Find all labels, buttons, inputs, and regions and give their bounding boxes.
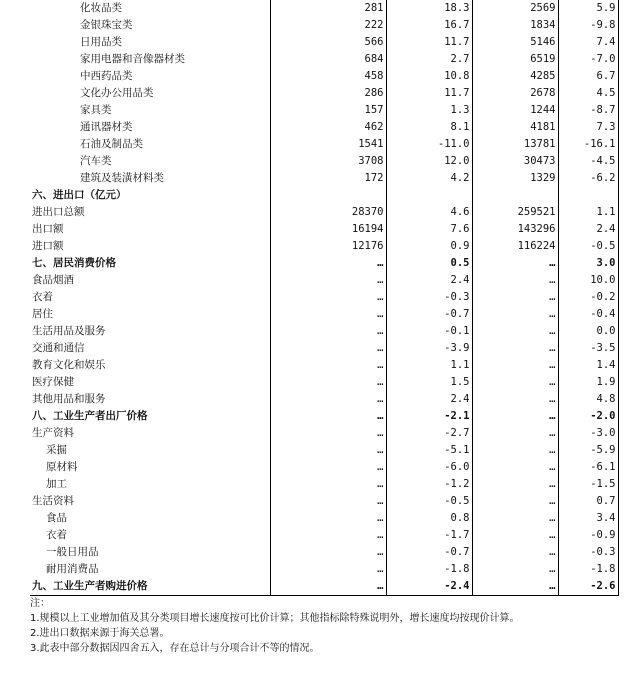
cell-v2: 12.0 [386,153,472,170]
cell-v1: 458 [270,68,386,85]
cell-v2: 11.7 [386,34,472,51]
cell-v4: 4.5 [558,85,618,102]
cell-v3: 13781 [472,136,558,153]
cell-v3: … [472,527,558,544]
cell-v3: … [472,442,558,459]
cell-v4: 7.4 [558,34,618,51]
table-row [30,510,618,527]
row-label: 耐用消费品 [46,563,99,575]
cell-v2: 1.3 [386,102,472,119]
cell-v3: … [472,391,558,408]
table-notes [30,596,630,656]
cell-v2: 11.7 [386,85,472,102]
cell-v1: … [270,425,386,442]
cell-v2 [386,187,472,204]
cell-v4: 3.4 [558,510,618,527]
cell-v3: … [472,272,558,289]
cell-v2: -2.4 [386,578,472,596]
cell-v2: 2.7 [386,51,472,68]
cell-v4: -6.2 [558,170,618,187]
cell-v4: 0.7 [558,493,618,510]
cell-v4: -3.5 [558,340,618,357]
cell-v4: 5.9 [558,0,618,17]
cell-v1: … [270,306,386,323]
cell-v2: 16.7 [386,17,472,34]
cell-v3: 143296 [472,221,558,238]
cell-v1: 462 [270,119,386,136]
row-label: 医疗保健 [32,376,74,388]
cell-v2: -0.7 [386,544,472,561]
cell-v3: … [472,425,558,442]
cell-v2: -5.1 [386,442,472,459]
cell-v2: -6.0 [386,459,472,476]
row-label: 食品 [46,512,67,524]
cell-v4: 1.4 [558,357,618,374]
cell-v4: -0.9 [558,527,618,544]
cell-v4: -4.5 [558,153,618,170]
cell-v1: … [270,408,386,425]
cell-v2: -1.8 [386,561,472,578]
table-row [30,527,618,544]
cell-v1: 157 [270,102,386,119]
row-label: 采掘 [46,444,67,456]
cell-v4: 6.7 [558,68,618,85]
table-row [30,0,618,17]
cell-v3: 1244 [472,102,558,119]
table-row [30,306,618,323]
row-label: 生活资料 [32,495,74,507]
cell-v3: … [472,561,558,578]
table-row [30,102,618,119]
cell-v2: 0.8 [386,510,472,527]
cell-v4: -16.1 [558,136,618,153]
table-row [30,238,618,255]
cell-v4: 3.0 [558,255,618,272]
cell-v3: 4181 [472,119,558,136]
note-3: 3.此表中部分数据因四舍五入，存在总计与分项合计不等的情况。 [30,643,320,654]
row-label: 金银珠宝类 [80,19,133,31]
cell-v2: -2.1 [386,408,472,425]
table-row [30,17,618,34]
table-row [30,289,618,306]
row-label: 交通和通信 [32,342,85,354]
cell-v1: … [270,391,386,408]
cell-v1: 222 [270,17,386,34]
cell-v1: … [270,374,386,391]
cell-v3: … [472,459,558,476]
table-row [30,136,618,153]
cell-v1: … [270,578,386,596]
row-label: 石油及制品类 [80,138,143,150]
cell-v2: 1.1 [386,357,472,374]
table-row [30,357,618,374]
cell-v2: 0.9 [386,238,472,255]
row-label: 文化办公用品类 [80,87,154,99]
row-label: 加工 [46,478,67,490]
cell-v3: … [472,306,558,323]
table-row [30,204,618,221]
row-label: 衣着 [32,291,53,303]
row-label: 其他用品和服务 [32,393,106,405]
row-label: 中西药品类 [80,70,133,82]
row-label: 家具类 [80,104,112,116]
cell-v4: 7.3 [558,119,618,136]
table-row [30,374,618,391]
cell-v3: … [472,578,558,596]
cell-v1: … [270,323,386,340]
row-label: 生活用品及服务 [32,325,106,337]
cell-v3: … [472,493,558,510]
cell-v4: -2.6 [558,578,618,596]
cell-v3: … [472,357,558,374]
cell-v1: … [270,459,386,476]
cell-v2: 8.1 [386,119,472,136]
table-row [30,170,618,187]
cell-v3: 4285 [472,68,558,85]
cell-v4: 10.0 [558,272,618,289]
table-row [30,544,618,561]
cell-v3: … [472,289,558,306]
row-label: 一般日用品 [46,546,99,558]
cell-v2: 1.5 [386,374,472,391]
cell-v2: -1.2 [386,476,472,493]
row-label: 生产资料 [32,427,74,439]
cell-v1: 281 [270,0,386,17]
cell-v2: 2.4 [386,391,472,408]
cell-v1: … [270,289,386,306]
row-label: 进出口总额 [32,206,85,218]
table-row [30,187,618,204]
cell-v4: 1.9 [558,374,618,391]
cell-v3: … [472,323,558,340]
cell-v4: -1.5 [558,476,618,493]
cell-v3: 259521 [472,204,558,221]
table-row [30,221,618,238]
cell-v3: 6519 [472,51,558,68]
cell-v2: -0.1 [386,323,472,340]
cell-v3: 30473 [472,153,558,170]
table-row [30,425,618,442]
cell-v2: -1.7 [386,527,472,544]
row-label: 七、居民消费价格 [32,257,116,269]
cell-v1: … [270,340,386,357]
cell-v1: 286 [270,85,386,102]
cell-v4 [558,187,618,204]
table-row [30,255,618,272]
cell-v1: … [270,357,386,374]
table-row [30,68,618,85]
table-row [30,493,618,510]
cell-v1: … [270,527,386,544]
row-label: 衣着 [46,529,67,541]
cell-v4: -0.4 [558,306,618,323]
row-label: 进口额 [32,240,64,252]
cell-v4: -1.8 [558,561,618,578]
cell-v3: 1834 [472,17,558,34]
cell-v2: -2.7 [386,425,472,442]
table-row [30,323,618,340]
note-2: 2.进出口数据来源于海关总署。 [30,628,170,639]
cell-v3: 5146 [472,34,558,51]
statistics-table-container [30,0,618,596]
cell-v4: -3.0 [558,425,618,442]
cell-v1: 28370 [270,204,386,221]
cell-v1 [270,187,386,204]
row-label: 日用品类 [80,36,122,48]
cell-v3: 1329 [472,170,558,187]
cell-v4: 1.1 [558,204,618,221]
row-label: 通讯器材类 [80,121,133,133]
cell-v2: 0.5 [386,255,472,272]
cell-v2: -11.0 [386,136,472,153]
cell-v1: … [270,510,386,527]
cell-v3: … [472,340,558,357]
cell-v2: 18.3 [386,0,472,17]
table-row [30,578,618,596]
row-label: 出口额 [32,223,64,235]
table-row [30,119,618,136]
cell-v2: -3.9 [386,340,472,357]
cell-v2: -0.5 [386,493,472,510]
cell-v4: 0.0 [558,323,618,340]
table-row [30,561,618,578]
cell-v1: … [270,493,386,510]
statistics-table [30,0,619,596]
cell-v4: -0.3 [558,544,618,561]
cell-v3: … [472,408,558,425]
cell-v4: 4.8 [558,391,618,408]
table-row [30,408,618,425]
table-row [30,459,618,476]
table-row [30,476,618,493]
row-label: 汽车类 [80,155,112,167]
cell-v1: 16194 [270,221,386,238]
table-row [30,391,618,408]
cell-v1: 172 [270,170,386,187]
row-label: 化妆品类 [80,2,122,14]
table-row [30,85,618,102]
cell-v1: … [270,544,386,561]
cell-v3: 2569 [472,0,558,17]
cell-v2: 10.8 [386,68,472,85]
cell-v2: -0.7 [386,306,472,323]
cell-v3: … [472,510,558,527]
cell-v3: … [472,255,558,272]
row-label: 九、工业生产者购进价格 [30,578,270,596]
row-label: 教育文化和娱乐 [32,359,106,371]
cell-v4: -8.7 [558,102,618,119]
cell-v4: -5.9 [558,442,618,459]
cell-v2: 7.6 [386,221,472,238]
row-label: 建筑及装潢材料类 [80,172,164,184]
cell-v1: … [270,561,386,578]
table-row [30,153,618,170]
row-label: 家用电器和音像器材类 [80,53,185,65]
cell-v1: … [270,272,386,289]
row-label: 八、工业生产者出厂价格 [32,410,148,422]
cell-v4: -0.2 [558,289,618,306]
cell-v1: … [270,255,386,272]
cell-v1: 566 [270,34,386,51]
cell-v1: … [270,476,386,493]
cell-v3 [472,187,558,204]
table-row [30,34,618,51]
cell-v4: -9.8 [558,17,618,34]
table-row [30,340,618,357]
row-label: 食品烟酒 [32,274,74,286]
cell-v3: … [472,374,558,391]
table-row [30,51,618,68]
cell-v1: 1541 [270,136,386,153]
note-1: 1.规模以上工业增加值及其分类项目增长速度按可比价计算；其他指标除特殊说明外，增长速度均按现价计算。 [30,613,520,624]
cell-v3: 2678 [472,85,558,102]
notes-title: 注： [30,598,50,609]
cell-v1: 12176 [270,238,386,255]
cell-v2: 2.4 [386,272,472,289]
cell-v1: 684 [270,51,386,68]
cell-v2: -0.3 [386,289,472,306]
cell-v2: 4.6 [386,204,472,221]
cell-v4: -7.0 [558,51,618,68]
cell-v2: 4.2 [386,170,472,187]
row-label: 居住 [32,308,53,320]
row-label: 六、进出口（亿元） [32,189,127,201]
cell-v1: 3708 [270,153,386,170]
table-row [30,272,618,289]
cell-v4: -6.1 [558,459,618,476]
cell-v3: … [472,544,558,561]
cell-v4: -0.5 [558,238,618,255]
cell-v1: … [270,442,386,459]
cell-v4: -2.0 [558,408,618,425]
cell-v4: 2.4 [558,221,618,238]
table-row [30,442,618,459]
cell-v3: 116224 [472,238,558,255]
cell-v3: … [472,476,558,493]
row-label: 原材料 [46,461,78,473]
